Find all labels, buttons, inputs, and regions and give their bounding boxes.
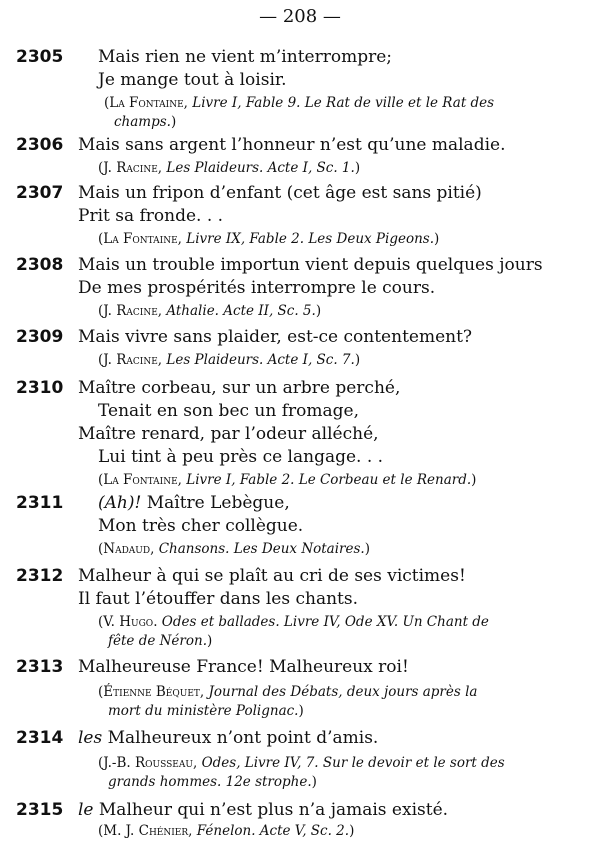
citation-work: Odes et ballades. Livre IV, Ode XV. Un Chant de: [161, 614, 489, 630]
verse-line: Mais rien ne vient m’interrompre;: [98, 47, 392, 67]
citation-work: Livre IX, Fable 2. Les Deux Pigeons.: [186, 231, 435, 247]
citation-cont: fête de Néron.): [108, 633, 213, 649]
entry-number: 2311: [16, 493, 64, 513]
citation-cont: champs.): [114, 114, 177, 130]
citation-work-cont: champs.: [114, 114, 171, 130]
verse-prefix: le: [78, 800, 94, 820]
citation-work-cont: grands hommes. 12e strophe.: [108, 774, 312, 790]
verse-line: Tenait en son bec un fromage,: [98, 401, 359, 421]
citation-author: La Fontaine: [109, 95, 184, 111]
verse-prefix: (Ah)!: [98, 493, 142, 513]
citation: (J. Racine, Les Plaideurs. Acte I, Sc. 1.): [98, 160, 361, 176]
verse-line: Il faut l’étouffer dans les chants.: [78, 589, 358, 609]
entry-number: 2310: [16, 378, 64, 398]
citation-work: Fénelon. Acte V, Sc. 2.: [196, 823, 350, 839]
entry-2306: [0, 134, 600, 178]
citation-work-cont: mort du ministère Polignac.: [108, 703, 299, 719]
verse-line: Prit sa fronde. . .: [78, 206, 224, 226]
verse-line: Mais un fripon d’enfant (cet âge est sans pitié): [78, 183, 482, 203]
citation: (J. Racine, Les Plaideurs. Acte I, Sc. 7.): [98, 352, 361, 368]
citation: (J. Racine, Athalie. Acte II, Sc. 5.): [98, 303, 322, 319]
citation-work: Athalie. Acte II, Sc. 5.: [166, 303, 316, 319]
verse-prefix: les: [78, 728, 103, 748]
citation: (Nadaud, Chansons. Les Deux Notaires.): [98, 541, 370, 557]
citation-author: M. J. Chénier: [103, 823, 189, 839]
page-number: — 208 —: [259, 6, 341, 27]
verse-line: Maître corbeau, sur un arbre perché,: [78, 378, 401, 398]
entry-2315: [0, 799, 600, 841]
citation: (La Fontaine, Livre IX, Fable 2. Les Deux Pigeons.): [98, 231, 440, 247]
entry-2314: [0, 727, 600, 792]
verse-line: [78, 727, 600, 750]
entry-2308: [0, 254, 600, 321]
entry-number: 2312: [16, 566, 64, 586]
verse-line: Malheur à qui se plaît au cri de ses victimes!: [78, 566, 466, 586]
citation: (J.-B. Rousseau, Odes, Livre IV, 7. Sur le devoir et le sort des: [98, 755, 505, 771]
citation: (Étienne Béquet, Journal des Débats, deux jours après la: [98, 684, 478, 700]
entry-2312: [0, 565, 600, 651]
citation-author: J. Racine: [103, 160, 158, 176]
citation-author: J. Racine: [103, 303, 158, 319]
citation-work-cont: fête de Néron.: [108, 633, 207, 649]
entry-number: 2315: [16, 800, 64, 820]
entry-number: 2305: [16, 47, 64, 67]
citation: (La Fontaine, Livre I, Fable 9. Le Rat de ville et le Rat des: [104, 95, 495, 111]
verse-line: Mais un trouble importun vient depuis quelques jours: [78, 255, 543, 275]
verse-text: Maître Lebègue,: [141, 493, 290, 513]
citation-work: Livre I, Fable 2. Le Corbeau et le Renard.: [186, 472, 472, 488]
citation-author: Étienne Béquet: [103, 684, 200, 700]
citation-cont: mort du ministère Polignac.): [108, 703, 304, 719]
entry-number: 2306: [16, 135, 64, 155]
citation-work: Chansons. Les Deux Notaires.: [158, 541, 365, 557]
entry-number: 2308: [16, 255, 64, 275]
citation: (V. Hugo. Odes et ballades. Livre IV, Ode XV. Un Chant de: [98, 614, 489, 630]
verse-line: De mes prospérités interrompre le cours.: [78, 278, 436, 298]
verse-line: Mais sans argent l’honneur n’est qu’une maladie.: [78, 135, 506, 155]
citation: (M. J. Chénier, Fénelon. Acte V, Sc. 2.): [98, 823, 355, 839]
entry-number: 2307: [16, 183, 64, 203]
citation-cont: grands hommes. 12e strophe.): [108, 774, 317, 790]
entry-2310: [0, 377, 600, 490]
citation: (La Fontaine, Livre I, Fable 2. Le Corbeau et le Renard.): [98, 472, 477, 488]
entry-number: 2309: [16, 327, 64, 347]
citation-work: Journal des Débats, deux jours après la: [208, 684, 478, 700]
citation-author: Nadaud: [103, 541, 151, 557]
entry-2309: [0, 326, 600, 370]
citation-work: Les Plaideurs. Acte I, Sc. 1.: [166, 160, 355, 176]
entry-2307: [0, 182, 600, 249]
citation-work: Odes, Livre IV, 7. Sur le devoir et le sort des: [201, 755, 505, 771]
verse-text: Malheur qui n’est plus n’a jamais existé.: [93, 800, 449, 820]
entry-number: 2313: [16, 657, 64, 677]
entry-2313: [0, 656, 600, 721]
citation-work: Livre I, Fable 9. Le Rat de ville et le Rat des: [192, 95, 495, 111]
verse-text: Malheureux n’ont point d’amis.: [102, 728, 379, 748]
entry-number: 2314: [16, 728, 64, 748]
entry-2311: [0, 492, 600, 559]
citation-author: J.-B. Rousseau: [103, 755, 193, 771]
verse-line: Lui tint à peu près ce langage. . .: [98, 447, 384, 467]
verse-line: Mais vivre sans plaider, est-ce contentement?: [78, 327, 473, 347]
verse-line: Maître renard, par l’odeur alléché,: [78, 424, 379, 444]
citation-author: J. Racine: [103, 352, 158, 368]
verse-line: Malheureuse France! Malheureux roi!: [78, 657, 409, 677]
citation-author: La Fontaine: [103, 231, 178, 247]
verse-line: [78, 799, 600, 822]
citation-author: La Fontaine: [103, 472, 178, 488]
verse-line: [98, 492, 600, 515]
entry-2305: [0, 46, 600, 132]
verse-line: Je mange tout à loisir.: [98, 70, 287, 90]
citation-author: V. Hugo: [103, 614, 154, 630]
citation-work: Les Plaideurs. Acte I, Sc. 7.: [166, 352, 355, 368]
verse-line: Mon très cher collègue.: [98, 516, 304, 536]
